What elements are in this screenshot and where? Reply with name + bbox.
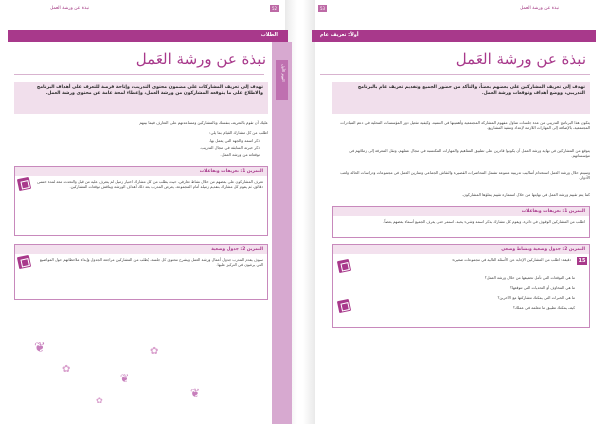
left-page-title: نبذة عن ورشة العَمل [135,50,266,68]
left-exercise-2-title: التمرين 2: جدول وضعية [211,247,263,252]
left-exercise-2-body: سوف يقدم المدرب جدول أعمال ورشة العمل ويشرح محتوى كل جلسة. يُطلب من المشاركين مراجعة الجدول وإبداء ملاحظاتهم حول المواضيع التي يرغبون في التركيز عليها. [39,257,263,268]
left-bullet-2: ذكر خبرته السابقة في مجال التدريب. [199,145,260,150]
page-number-right: 53 [319,6,326,11]
right-exercise-2-item-3: ما هي الخبرات التي يمكنك مشاركتها مع الآخرين؟ [497,295,575,300]
left-exercise-2-header [15,245,267,254]
butterfly-icon: ❦ [120,372,130,385]
left-bullet-3: توقعاته من ورشة العمل. [220,152,260,157]
running-head-right: نبذة عن ورشة العمل [520,6,560,11]
top-bar-left [8,30,288,42]
right-exercise-1-title: التمرين 1: تعريفات وتفاعلات [521,209,585,214]
right-para-2: يتوقع من المشاركين في نهاية ورشة العمل أن يكونوا قادرين على تطبيق المفاهيم والمهارات المكتسبة في مجال عملهم، ونقل المعرفة إلى زملائهم في مؤسساتهم. [348,148,590,159]
duration-badge: 15 [578,258,586,264]
right-para-1: يتكون هذا البرنامج التدريبي من عدة جلسات تتناول مفهوم المشاركة المجتمعية وأهميتها في التنمية، وكيفية تفعيل دور المؤسسات المحلية في دعم المبادرات المجتمعية، بالإضافة إلى المهارات اللازمة لإعداد وتنفيذ المشاريع. [340,120,590,131]
flower-icon: ✿ [96,396,103,405]
left-para-1: عليك أن تقوم بالتعريف بنفسك وبالمشاركين ومساعدتهم على التعارف فيما بينهم [139,120,268,125]
right-exercise-2-item-1: ما هي التوقعات التي تأمل تحقيقها من خلال ورشة العمل؟ [484,275,575,280]
top-bar-left-label: الطلاب [260,32,278,38]
right-exercise-1-header [333,207,589,216]
right-exercise-2-item-4: كيف يمكنك تطبيق ما تتعلمه في عملك؟ [512,305,575,310]
right-exercise-2-title: التمرين 2: جدول وضعية ونشاط وضعي [501,247,585,252]
flower-icon: ✿ [62,364,71,375]
top-bar-right-label: أولاً: تعريف عام [320,32,359,38]
side-tab-label: اليوم الأول [281,64,286,82]
page-number-left: 52 [271,6,278,11]
right-exercise-2-header [333,245,589,254]
exercise-icon [17,177,31,191]
right-title-rule [320,74,590,75]
right-exercise-1-body: اطلب من المشاركين الوقوف في دائرة، ويقوم كل مشارك بذكر اسمه وشيء يحبه. استمر حتى يعرف الجميع أسماء بعضهم بعضاً. [383,219,585,224]
butterfly-icon: ❦ [190,386,201,400]
left-intro-box: تهدف إلى تعريف المشاركات على مضمون محتوى التدريب، وإتاحة فرصة للتعرف على أهداف البرنامج والاطلاع على ما يتوقعه المشاركون من ورشة العمل، وإعطاء لمحة عامة عن محتوى ورشة العمل. [14,82,268,114]
left-para-2: اطلب من كل مشارك القيام بما يلي: [209,130,268,135]
right-exercise-2-item-2: ما هي المخاوف أو التحديات التي تتوقعها؟ [509,285,575,290]
exercise-icon [17,255,31,269]
right-intro-box: تهدف إلى تعريف المشاركين على بعضهم بعضاً، والتأكد من حضور الجميع وتقديم تعريف عام بالبرنامج التدريبي، ووضع أهداف وتوقعات ورشة العمل. [332,82,590,114]
left-exercise-1 [14,166,268,236]
exercise-icon [337,299,351,313]
flower-icon: ✿ [150,346,159,357]
right-para-4: كما يتم تقييم ورشة العمل في نهايتها من خلال استمارة تقييم يملؤها المشاركون. [461,192,590,197]
running-head-left: نبذة عن ورشة العمل [50,6,90,11]
right-para-3: وسيتم خلال ورشة العمل استخدام أساليب تدريبية متنوعة تشمل المحاضرات القصيرة والنقاش الجماعي وتمارين العمل في مجموعات ودراسات الحالة ولعب الأدوار. [340,170,590,181]
left-exercise-2 [14,244,268,300]
left-title-rule [14,74,264,75]
right-exercise-2 [332,244,590,328]
left-exercise-1-title: التمرين 1: تعريفات وتفاعلات [199,169,263,174]
left-exercise-1-header [15,167,267,176]
left-exercise-1-body: تعرف المشاركون على بعضهم من خلال نشاط تعارفي، حيث يطلب من كل مشارك اختيار زميل لم يتعرف عليه من قبل والتحدث معه لمدة خمس دقائق، ثم يقوم كل مشارك بتقديم زميله أمام المجموعة. يعرض المدرب بعد ذلك أهداف الورشة ويناقش توقعات المشاركين. [37,179,263,190]
exercise-icon [337,259,351,273]
top-bar-right [312,30,596,42]
right-exercise-2-intro: دقيقة: اطلب من المشاركين الإجابة عن الأسئلة التالية في مجموعات صغيرة: [451,257,571,262]
butterfly-icon: ❦ [34,340,46,356]
right-page-title: نبذة عن ورشة العَمل [455,50,586,68]
right-exercise-1 [332,206,590,238]
left-bullet-1: ذكر اسمه والجهة التي يعمل بها. [208,138,260,143]
